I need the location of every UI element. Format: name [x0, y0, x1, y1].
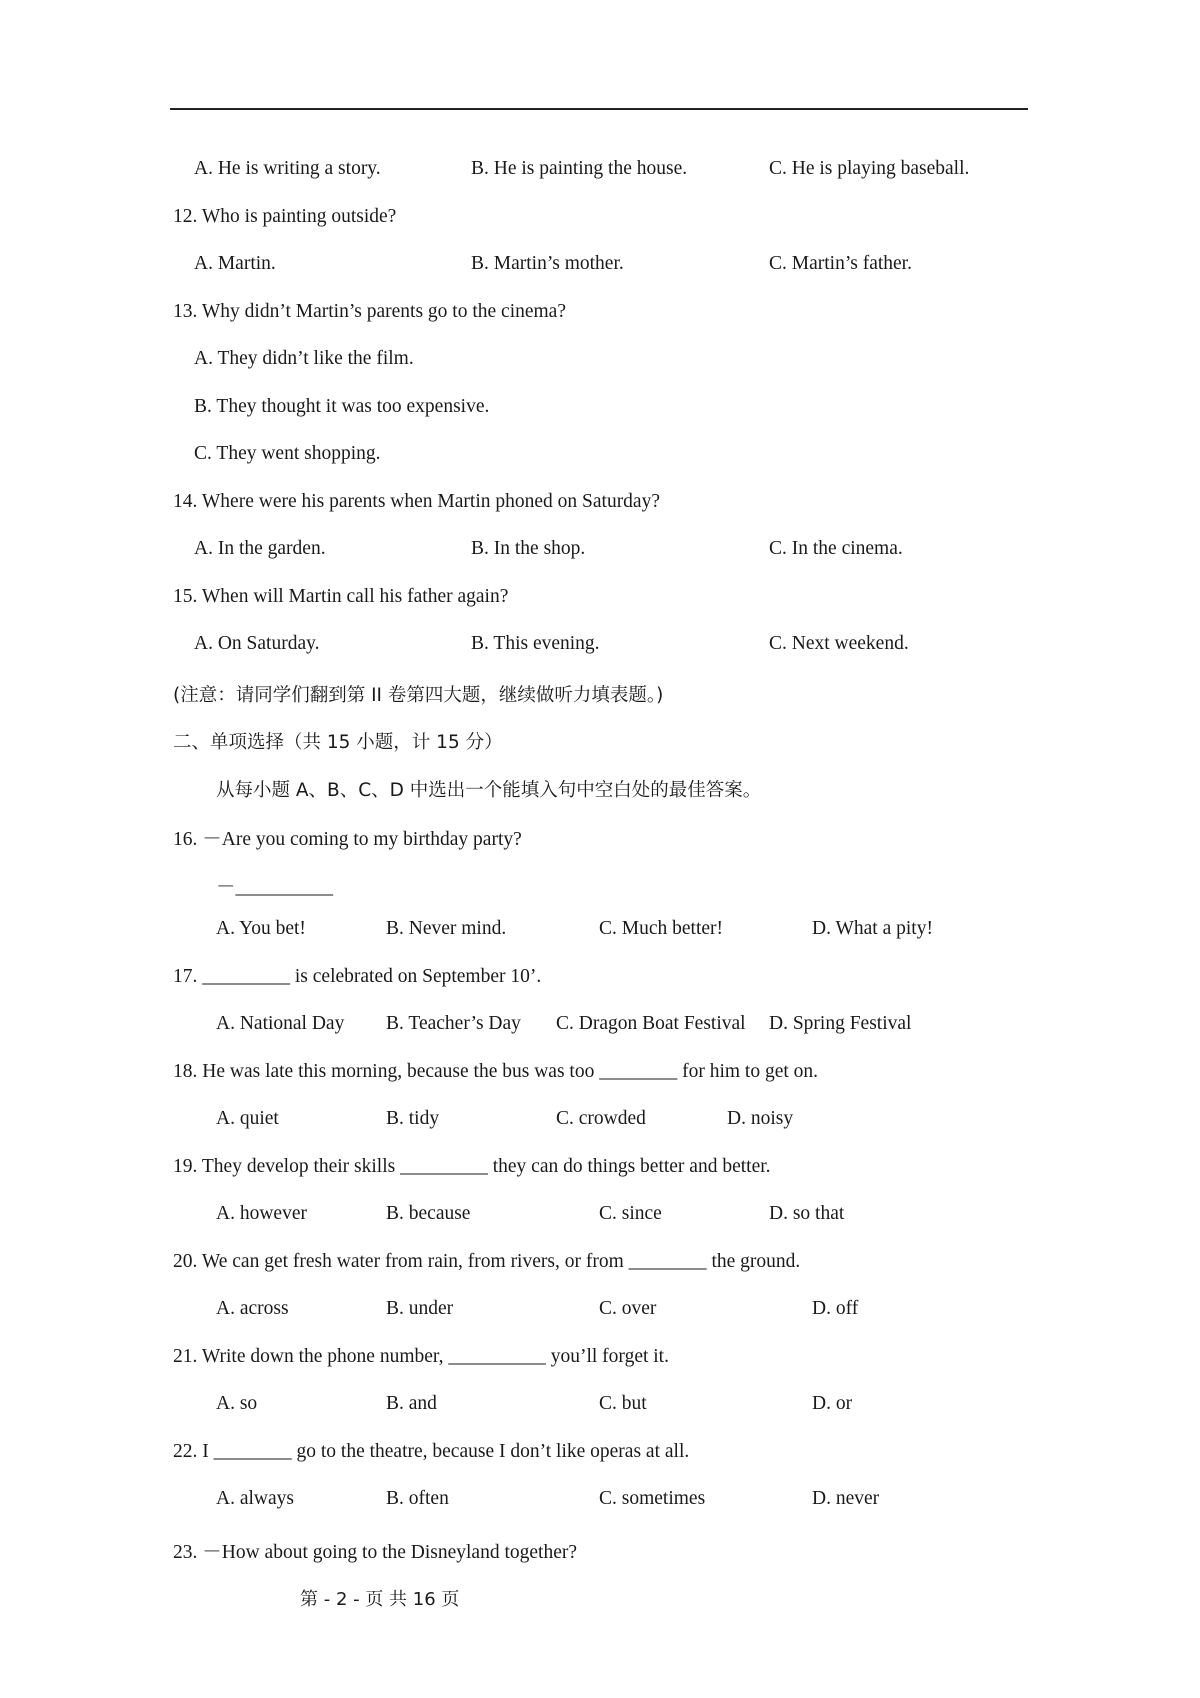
q21-option-c: C. but: [599, 1393, 647, 1414]
q11-option-b: B. He is painting the house.: [471, 158, 688, 179]
q17-option-a: A. National Day: [216, 1013, 345, 1034]
q12-stem: 12. Who is painting outside?: [173, 206, 397, 227]
q19-option-c: C. since: [599, 1203, 662, 1224]
q17-stem: 17. _________ is celebrated on September 10’.: [173, 966, 542, 987]
q18-option-d: D. noisy: [727, 1108, 794, 1129]
q20-option-a: A. across: [216, 1298, 289, 1319]
q15-option-b: B. This evening.: [471, 633, 600, 654]
q20-option-c: C. over: [599, 1298, 657, 1319]
q22-option-c: C. sometimes: [599, 1488, 706, 1509]
q12-option-b: B. Martin’s mother.: [471, 253, 624, 274]
q14-option-c: C. In the cinema.: [769, 538, 903, 559]
q13-option-a: A. They didn’t like the film.: [194, 348, 414, 369]
q17-option-c: C. Dragon Boat Festival: [556, 1013, 746, 1034]
q17-option-b: B. Teacher’s Day: [386, 1013, 521, 1034]
q15-option-c: C. Next weekend.: [769, 633, 909, 654]
q20-stem: 20. We can get fresh water from rain, from rivers, or from ________ the ground.: [173, 1251, 801, 1272]
q22-option-b: B. often: [386, 1488, 449, 1509]
q22-option-a: A. always: [216, 1488, 294, 1509]
q21-stem: 21. Write down the phone number, __________ you’ll forget it.: [173, 1346, 669, 1367]
q12-option-c: C. Martin’s father.: [769, 253, 912, 274]
section-2-instruction: 从每小题 A、B、C、D 中选出一个能填入句中空白处的最佳答案。: [216, 780, 762, 801]
q15-option-a: A. On Saturday.: [194, 633, 320, 654]
q14-stem: 14. Where were his parents when Martin phoned on Saturday?: [173, 491, 660, 512]
q22-option-d: D. never: [812, 1488, 880, 1509]
q12-option-a: A. Martin.: [194, 253, 276, 274]
q16-reply-blank: －__________: [216, 877, 334, 898]
q14-option-a: A. In the garden.: [194, 538, 326, 559]
q11-option-c: C. He is playing baseball.: [769, 158, 970, 179]
q16-stem: 16. －Are you coming to my birthday party?: [173, 829, 522, 850]
q21-option-d: D. or: [812, 1393, 853, 1414]
q16-option-a: A. You bet!: [216, 918, 306, 939]
q13-option-c: C. They went shopping.: [194, 443, 381, 464]
q23-stem: 23. －How about going to the Disneyland together?: [173, 1542, 578, 1563]
q16-option-c: C. Much better!: [599, 918, 724, 939]
q18-option-a: A. quiet: [216, 1108, 279, 1129]
q18-option-c: C. crowded: [556, 1108, 646, 1129]
q15-stem: 15. When will Martin call his father again?: [173, 586, 509, 607]
q14-option-b: B. In the shop.: [471, 538, 586, 559]
page-footer: 第 - 2 - 页 共 16 页: [300, 1589, 460, 1610]
q17-option-d: D. Spring Festival: [769, 1013, 912, 1034]
q19-option-b: B. because: [386, 1203, 471, 1224]
q20-option-d: D. off: [812, 1298, 859, 1319]
q20-option-b: B. under: [386, 1298, 454, 1319]
q21-option-b: B. and: [386, 1393, 437, 1414]
q19-option-a: A. however: [216, 1203, 307, 1224]
q18-option-b: B. tidy: [386, 1108, 440, 1129]
q16-option-b: B. Never mind.: [386, 918, 507, 939]
listening-note: (注意：请同学们翻到第 II 卷第四大题，继续做听力填表题。): [173, 685, 664, 706]
q13-stem: 13. Why didn’t Martin’s parents go to the cinema?: [173, 301, 566, 322]
q11-option-a: A. He is writing a story.: [194, 158, 381, 179]
q18-stem: 18. He was late this morning, because the bus was too ________ for him to get on.: [173, 1061, 819, 1082]
q16-option-d: D. What a pity!: [812, 918, 933, 939]
q13-option-b: B. They thought it was too expensive.: [194, 396, 490, 417]
q19-stem: 19. They develop their skills _________ they can do things better and better.: [173, 1156, 771, 1177]
q21-option-a: A. so: [216, 1393, 258, 1414]
q22-stem: 22. I ________ go to the theatre, because I don’t like operas at all.: [173, 1441, 690, 1462]
section-2-title: 二、单项选择（共 15 小题，计 15 分）: [173, 732, 503, 753]
header-rule: [170, 108, 1028, 110]
q19-option-d: D. so that: [769, 1203, 845, 1224]
